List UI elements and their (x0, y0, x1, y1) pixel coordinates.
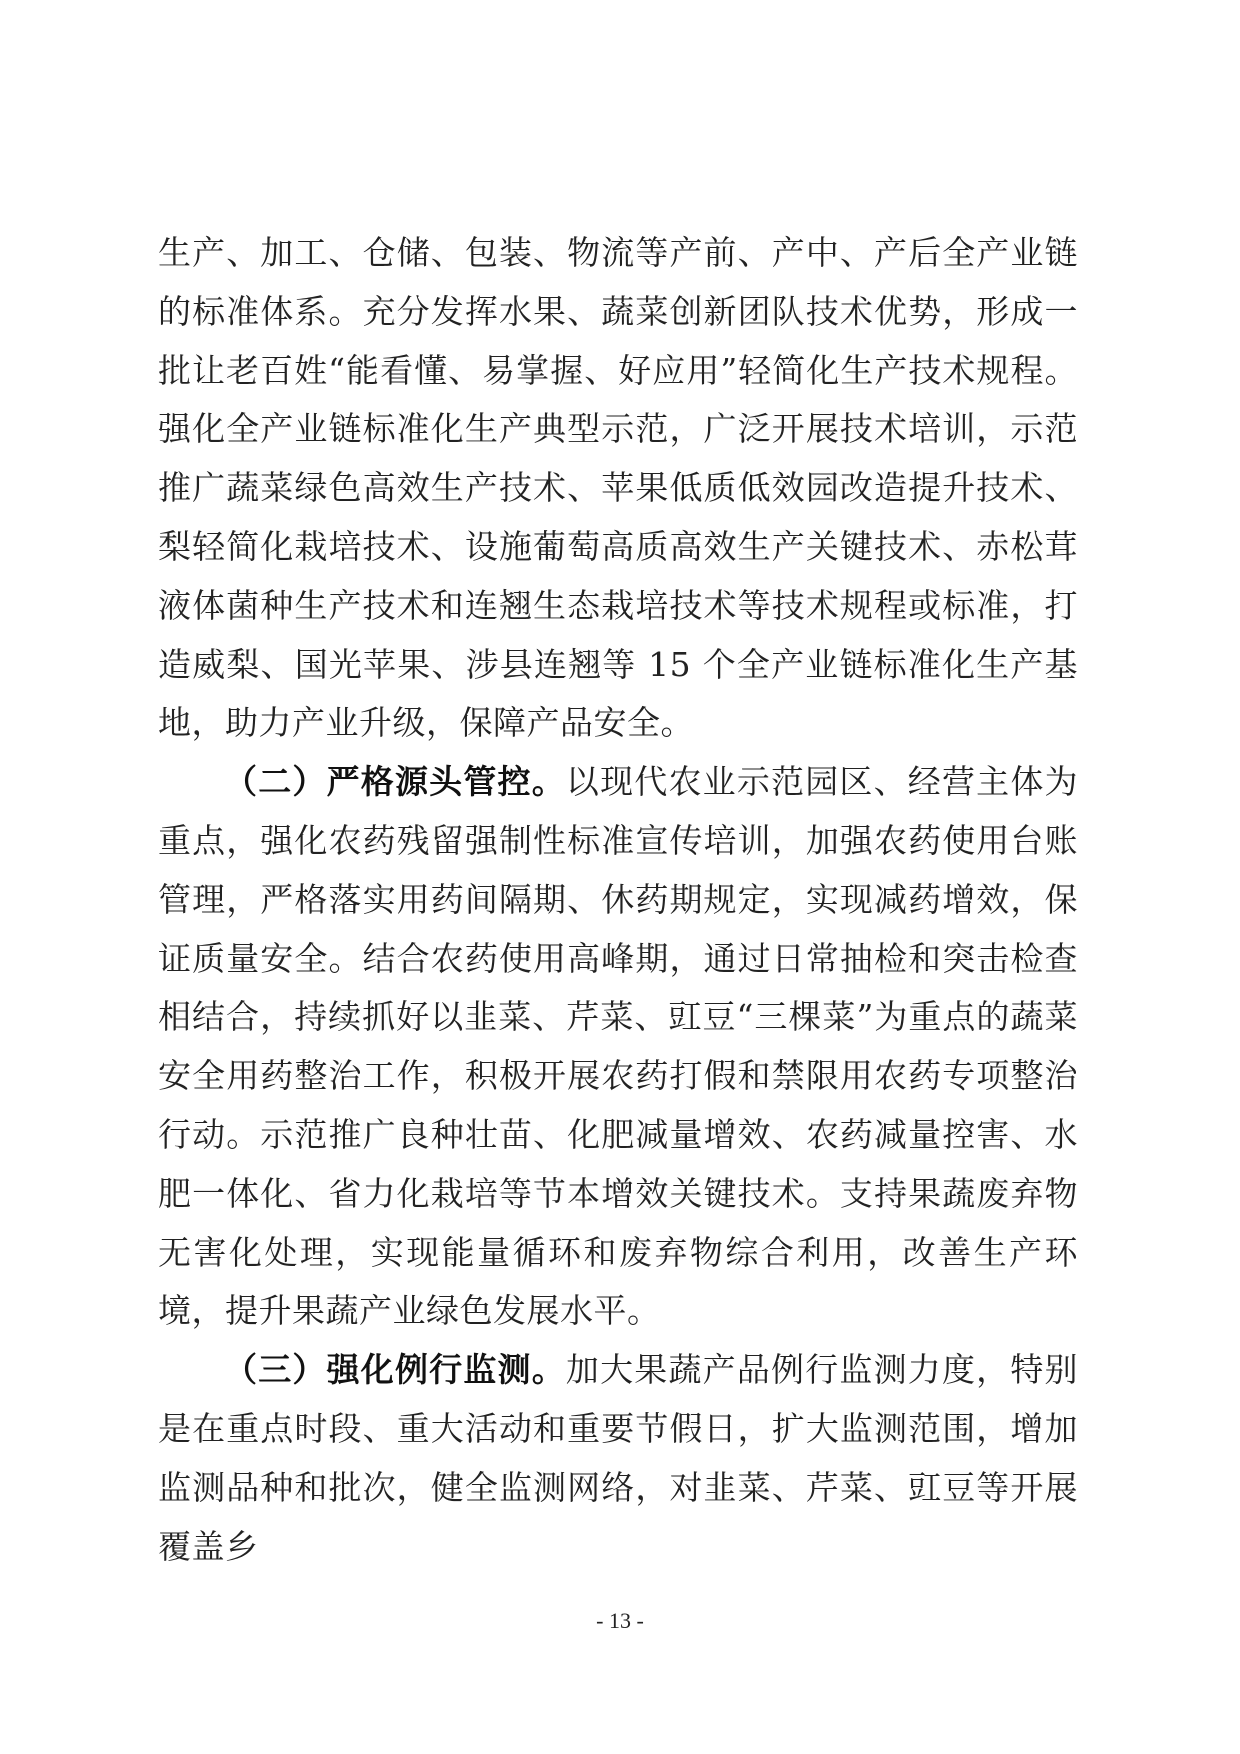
paragraph-text: 以现代农业示范园区、经营主体为重点，强化农药残留强制性标准宣传培训，加强农药使用台账管理，严格落实用药间隔期、休药期规定，实现减药增效，保证质量安全。结合农药使用高峰期，通过日常抽检和突击检查相结合，持续抓好以韭菜、芹菜、豇豆“三棵菜”为重点的蔬菜安全用药整治工作，积极开展农药打假和禁限用农药专项整治行动。示范推广良种壮苗、化肥减量增效、农药减量控害、水肥一体化、省力化栽培等节本增效关键技术。支持果蔬废弃物无害化处理，实现能量循环和废弃物综合利用，改善生产环境，提升果蔬产业绿色发展水平。 (158, 762, 1078, 1331)
paragraph-routine-monitoring (158, 1341, 1078, 1576)
document-body (158, 224, 1078, 1576)
section-heading: （三）强化例行监测。 (224, 1350, 566, 1390)
paragraph-source-control (158, 753, 1078, 1341)
paragraph-text: 加大果蔬产品例行监测力度，特别是在重点时段、重大活动和重要节假日，扩大监测范围，增加监测品种和批次，健全监测网络，对韭菜、芹菜、豇豆等开展覆盖乡 (158, 1350, 1078, 1566)
paragraph-continuation (158, 224, 1078, 753)
paragraph-text: 生产、加工、仓储、包装、物流等产前、产中、产后全产业链的标准体系。充分发挥水果、蔬菜创新团队技术优势，形成一批让老百姓“能看懂、易掌握、好应用”轻简化生产技术规程。强化全产业链标准化生产典型示范，广泛开展技术培训，示范推广蔬菜绿色高效生产技术、苹果低质低效园改造提升技术、梨轻简化栽培技术、设施葡萄高质高效生产关键技术、赤松茸液体菌种生产技术和连翘生态栽培技术等技术规程或标准，打造威梨、国光苹果、涉县连翘等 15 个全产业链标准化生产基地，助力产业升级，保障产品安全。 (158, 233, 1078, 743)
page-number: - 13 - (596, 1608, 644, 1633)
section-heading: （二）严格源头管控。 (224, 762, 566, 802)
